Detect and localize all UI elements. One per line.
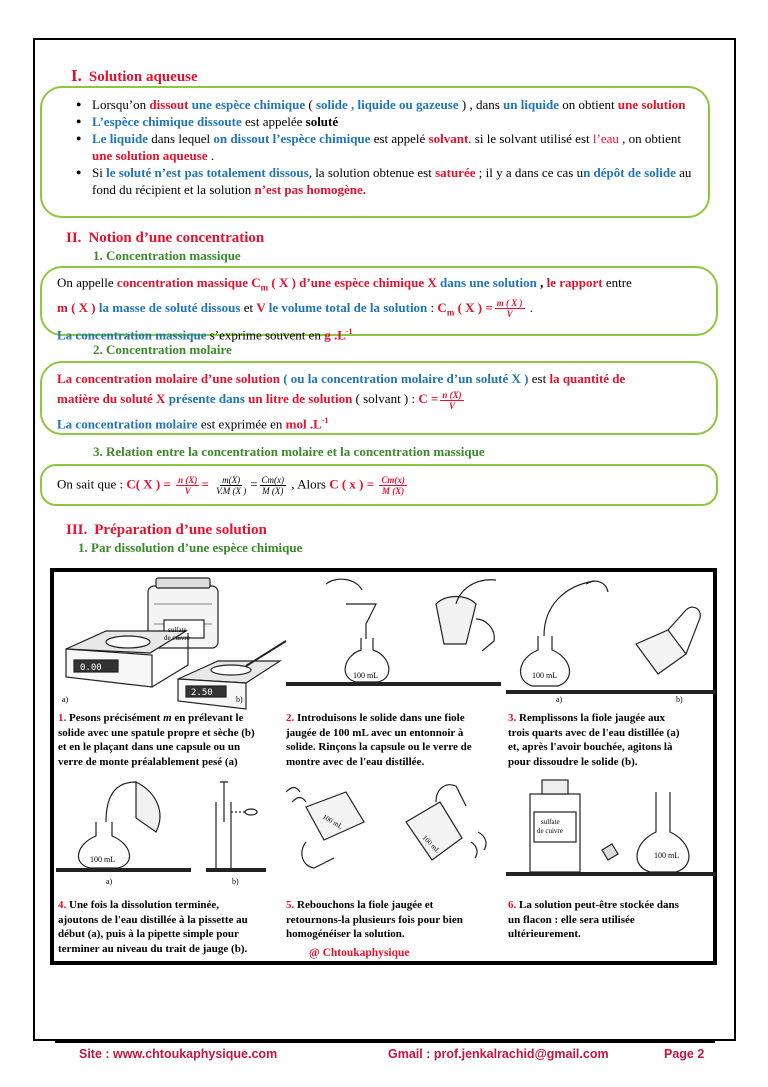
relation-fraction-2: $\frac{m(X)}{V.M (X )}$	[216, 475, 247, 496]
concentration-massique-heading: 1. Concentration massique	[93, 248, 241, 263]
relation-heading: 3. Relation entre la concentration molaire et la concentration massique	[93, 444, 485, 459]
dissolution-figure	[50, 568, 717, 965]
label-b: b)	[236, 695, 243, 704]
pissette-pipette-illustration	[56, 772, 271, 897]
solution-aqueuse-list	[67, 96, 698, 198]
svg-text:100 mL: 100 mL	[321, 812, 345, 831]
relation-box: On sait que : C( X ) = $\frac{n (X)}{V}$ = $\frac{m(X)}{V.M (X )}$ = $\frac{Cm(x)}{M (X)}$ , Alors C ( x ) = $\frac{Cm(x)}{M (X)}$	[40, 464, 718, 506]
svg-text:100 mL: 100 mL	[654, 851, 680, 860]
step-1-caption: 1. Pesons précisément m en prélevant le solide avec une spatule propre et sèche (b) et en le plaçant dans une capsule ou un verre de monte préalablement pesé (a)	[58, 712, 255, 768]
svg-text:a): a)	[556, 695, 563, 704]
balance-illustration	[56, 574, 286, 709]
balance-display-a: 0.00	[80, 663, 102, 673]
homogenize-illustration	[286, 772, 501, 897]
footer-line	[55, 1041, 715, 1043]
svg-text:b): b)	[676, 695, 683, 704]
list-item: ● Lorsqu’on dissout une espèce chimique ( solide , liquide ou gazeuse ) , dans un liquide on obtient une solution	[67, 96, 698, 113]
svg-text:sulfate: sulfate	[541, 818, 560, 826]
step-6-caption: 6. La solution peut-être stockée dans un flacon : elle sera utilisée ultérieurement.	[508, 899, 679, 940]
funnel-flask-illustration	[286, 574, 501, 699]
dissolution-heading: 1. Par dissolution d’une espèce chimique	[78, 540, 303, 555]
cm-line-1: On appelle concentration massique $C_m$ ( X ) d’une espèce chimique X dans une solution , le rapport entre	[57, 275, 632, 293]
c-line-1: La concentration molaire d’une solution ( ou la concentration molaire d’un soluté X ) est la quantité de	[57, 371, 626, 386]
section-2-heading: II. Notion d’une concentration	[66, 230, 265, 246]
section-1-heading	[71, 66, 198, 86]
concentration-molaire-box	[40, 361, 718, 435]
cm-formula-fraction: $\frac{m ( X )}{V}$	[496, 298, 523, 320]
svg-text:100 mL: 100 mL	[532, 671, 558, 680]
svg-text:100 mL: 100 mL	[90, 855, 116, 864]
svg-text:de cuivre: de cuivre	[537, 827, 563, 835]
concentration-molaire-heading: 2. Concentration molaire	[93, 342, 232, 357]
c-line-2: matière du soluté X présente dans un litre de solution ( solvant ) : C = $\frac{n (X)}{V}$	[57, 389, 462, 411]
list-item: ● Si le soluté n’est pas totalement dissous, la solution obtenue est saturée ; il y a dans ce cas un dépôt de solide au fond du récipient et la solution n’est pas homogène.	[67, 164, 698, 198]
footer-gmail[interactable]: Gmail : prof.jenkalrachid@gmail.com	[388, 1047, 609, 1061]
step-5-caption: 5. Rebouchons la fiole jaugée et retournons-la plusieurs fois pour bien homogénéiser la solution.	[286, 899, 463, 940]
c-line-3: La concentration molaire est exprimée en mol $.L^{-1}$	[57, 415, 329, 431]
svg-text:a): a)	[106, 877, 113, 886]
flask-label: 100 mL	[353, 671, 379, 680]
jar-label-line-1: sulfate	[168, 626, 187, 634]
step-3-caption: 3. Remplissons la fiole jaugée aux trois quarts avec de l'eau distillée (a) et, après l'avoir bouchée, agitons là pour dissoudre le solide (b).	[508, 712, 680, 768]
step-4-caption: 4. Une fois la dissolution terminée, ajoutons de l'eau distillée à la pissette au début (a), puis à la pipette simple pour terminer au niveau du trait de jauge (b).	[58, 899, 248, 955]
section-1-number: I.	[71, 66, 82, 85]
fill-shake-illustration	[506, 574, 716, 704]
relation-fraction-1: $\frac{n (X)}{V}$	[178, 475, 198, 496]
cm-line-2: m ( X ) la masse de soluté dissous et V le volume total de la solution : $C_m$ ( X ) = $\frac{m ( X )}{V}$ .	[57, 298, 534, 320]
credit-watermark: @ Chtoukaphysique	[309, 947, 410, 959]
relation-fraction-3: $\frac{Cm(x)}{M (X)}$	[261, 475, 285, 496]
svg-text:b): b)	[232, 877, 239, 886]
list-item: ● Le liquide dans lequel on dissout l’espèce chimique est appelé solvant. si le solvant utilisé est l’eau , on obtient une solution aqueuse .	[67, 130, 698, 164]
label-a: a)	[62, 695, 69, 704]
storage-flask-illustration	[506, 772, 716, 897]
jar-label-line-2: de cuivre	[164, 634, 190, 642]
c-formula-fraction: $\frac{n (X)}{V}$	[442, 389, 462, 411]
step-2-caption: 2. Introduisons le solide dans une fiole jaugée de 100 mL avec un entonnoir à solide. Rinçons la capsule ou le verre de montre avec de l'eau distillée.	[286, 712, 472, 768]
footer-site[interactable]: Site : www.chtoukaphysique.com	[79, 1047, 278, 1061]
relation-fraction-4: $\frac{Cm(x)}{M (X)}$	[381, 475, 405, 496]
solution-aqueuse-box	[40, 86, 710, 218]
cm-line-3: La concentration massique s’exprime souvent en g $.L^{-1}$	[57, 327, 353, 343]
list-item: ● L’espèce chimique dissoute est appelée soluté	[67, 113, 698, 130]
svg-text:100 mL: 100 mL	[420, 833, 442, 855]
concentration-massique-box	[40, 266, 718, 343]
section-1-title: Solution aqueuse	[88, 69, 198, 85]
balance-display-b: 2.50	[191, 688, 213, 698]
footer-page-number: Page 2	[664, 1047, 705, 1061]
section-3-heading: III. Préparation d’une solution	[66, 522, 267, 538]
